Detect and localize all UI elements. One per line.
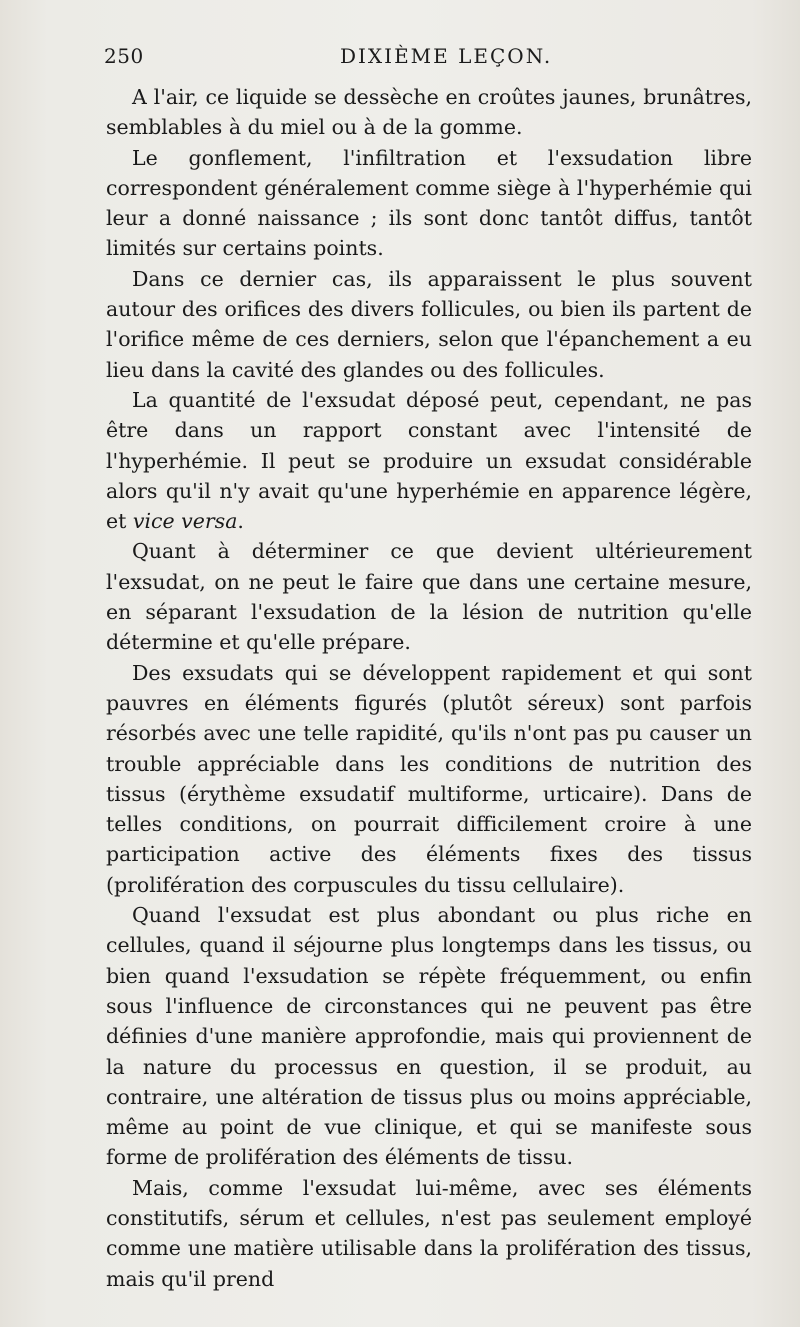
paragraph-5: Quant à déterminer ce que devient ultérieurement l'exsudat, on ne peut le faire que dans une certaine mesure, en séparant l'exsudation de la lésion de nutrition qu'elle détermine et qu'elle prépare. bbox=[106, 539, 752, 655]
paragraph-4-text: La quantité de l'exsudat déposé peut, cependant, ne pas être dans un rapport constant avec l'intensité de l'hyperhémie. Il peut se produire un exsudat considérable alors qu'il n'y avait qu'une hyperhémie en apparence légère, et bbox=[106, 387, 752, 534]
paragraph-8: Mais, comme l'exsudat lui-même, avec ses éléments constitutifs, sérum et cellules, n'est pas seulement employé comme une matière utilisable dans la prolifération des tissus, mais qu'il prend bbox=[106, 1175, 752, 1291]
page-number: 250 bbox=[104, 44, 144, 68]
body-text bbox=[106, 82, 752, 1294]
paragraph-2: Le gonflement, l'infiltration et l'exsudation libre correspondent généralement comme siège à l'hyperhémie qui leur a donné naissance ; ils sont donc tantôt diffus, tantôt limités sur certains points. bbox=[106, 145, 752, 261]
paragraph-7: Quand l'exsudat est plus abondant ou plus riche en cellules, quand il séjourne plus longtemps dans les tissus, ou bien quand l'exsudation se répète fréquemment, ou enfin sous l'influence de circonstances qui ne peuvent pas être définies d'une manière approfondie, mais qui proviennent de la nature du processus en question, il se produit, au contraire, une altération de tissus plus ou moins appréciable, même au point de vue clinique, et qui se manifeste sous forme de prolifération des éléments de tissu. bbox=[106, 903, 752, 1170]
page-header bbox=[104, 44, 752, 74]
paragraph-6: Des exsudats qui se développent rapidement et qui sont pauvres en éléments figurés (plutôt séreux) sont parfois résorbés avec une telle rapidité, qu'ils n'ont pas pu causer un trouble appréciable dans les conditions de nutrition des tissus (érythème exsudatif multiforme, urticaire). Dans de telles conditions, on pourrait difficilement croire à une participation active des éléments fixes des tissus (prolifération des corpuscules du tissu cellulaire). bbox=[106, 660, 752, 897]
running-title: DIXIÈME LEÇON. bbox=[340, 44, 553, 68]
paragraph-4-italic: vice versa bbox=[132, 509, 238, 534]
paragraph-1: A l'air, ce liquide se dessèche en croûtes jaunes, brunâtres, semblables à du miel ou à de la gomme. bbox=[106, 85, 752, 140]
paragraph-4-end: . bbox=[237, 509, 244, 534]
paragraph-3: Dans ce dernier cas, ils apparaissent le plus souvent autour des orifices des divers follicules, ou bien ils partent de l'orifice même de ces derniers, selon que l'épanchement a eu lieu dans la cavité des glandes ou des follicules. bbox=[106, 266, 752, 382]
paragraph-4 bbox=[106, 385, 752, 536]
